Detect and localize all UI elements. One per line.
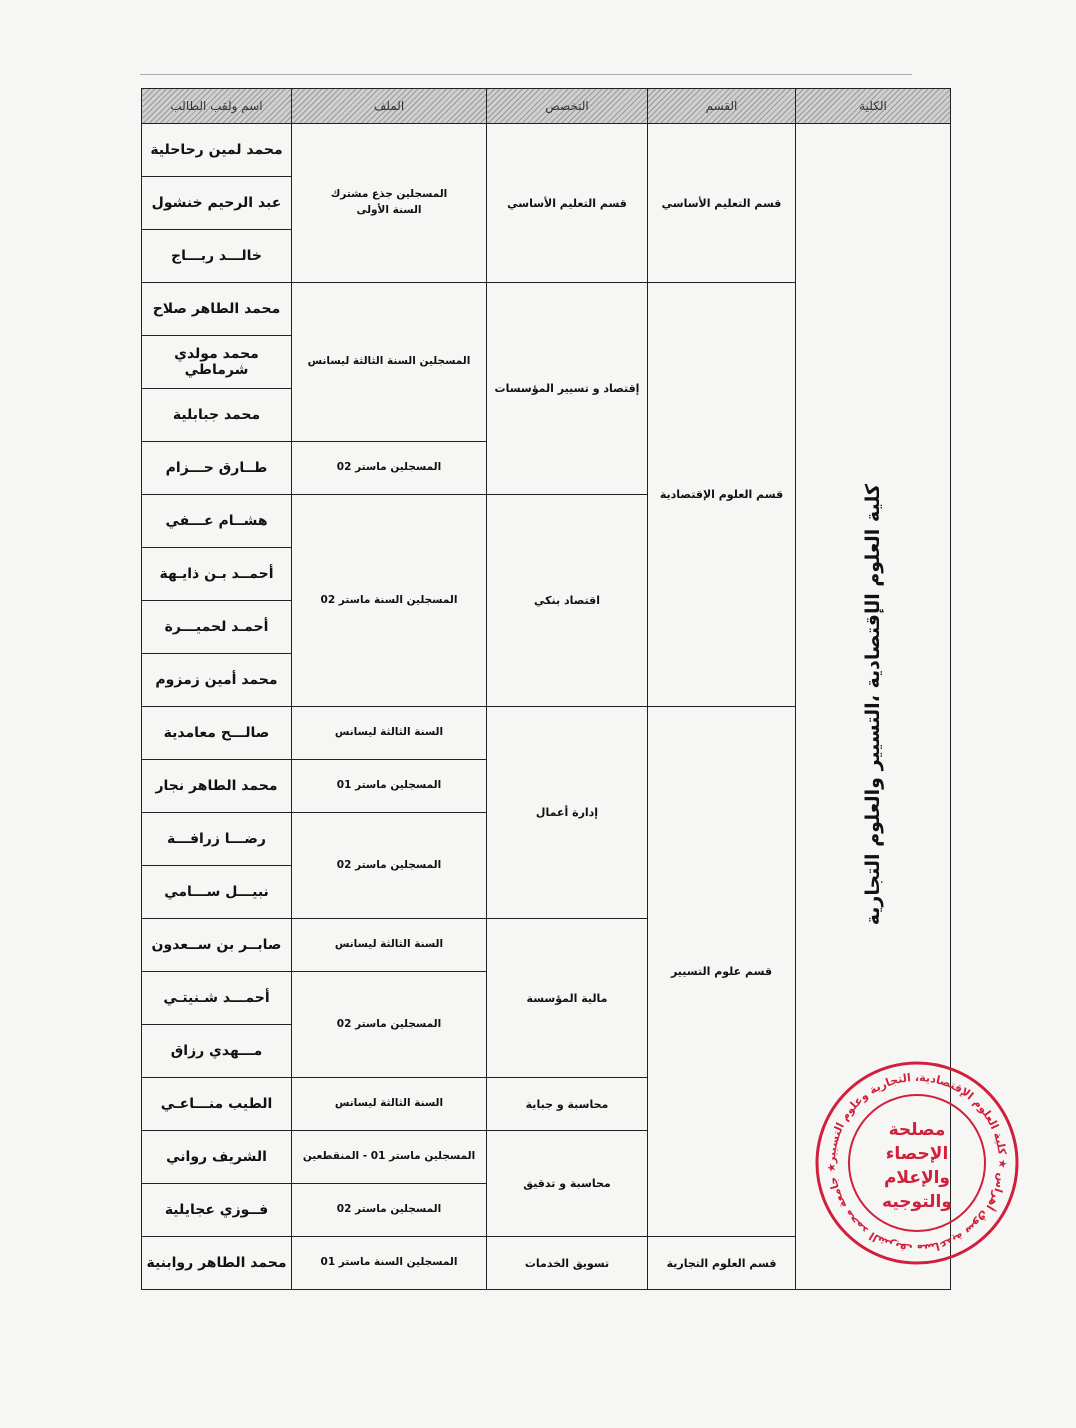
student-name: هشــام عـــفي xyxy=(142,495,292,548)
student-name: الطيب منـــاعـي xyxy=(142,1078,292,1131)
file-master01-year: المسجلين السنة ماستر 01 xyxy=(292,1237,487,1290)
student-name: رضـــا زرافـــة xyxy=(142,813,292,866)
student-name: عبد الرحيم خنشول xyxy=(142,177,292,230)
file-licence: السنة الثالثة ليسانس xyxy=(292,707,487,760)
file-master02: المسجلين ماستر 02 xyxy=(292,813,487,919)
student-name: طــارق حـــزام xyxy=(142,442,292,495)
student-name: خالـــد ربـــاج xyxy=(142,230,292,283)
table-row xyxy=(142,124,951,177)
specialty-business-econ: إقتصاد و تسيير المؤسسات xyxy=(487,283,648,495)
stamp-line-4: والتوجيه xyxy=(882,1192,952,1212)
header-department: القسم xyxy=(648,89,796,124)
stamp-line-2: الإحصاء xyxy=(885,1144,949,1164)
official-stamp xyxy=(812,1058,1022,1268)
student-name: نبيـــل ســـامي xyxy=(142,866,292,919)
department-management: قسم علوم التسيير xyxy=(648,707,796,1237)
specialty-accounting-audit: محاسبة و تدقيق xyxy=(487,1131,648,1237)
specialty-basic: قسم التعليم الأساسي xyxy=(487,124,648,283)
specialty-admin: إدارة أعمال xyxy=(487,707,648,919)
student-name: محمد جبابلية xyxy=(142,389,292,442)
file-common-core xyxy=(292,124,487,283)
file-licence-registered: المسجلين السنة الثالثة ليسانس xyxy=(292,283,487,442)
student-name: أحمــد بـن ذايـهة xyxy=(142,548,292,601)
faculty-name: كلية العلوم الإقتصادية ،التسيير والعلوم التجارية xyxy=(862,483,884,926)
student-name: محمد الطاهر روابنية xyxy=(142,1237,292,1290)
student-name: محمد الطاهر صلاح xyxy=(142,283,292,336)
table-header-row xyxy=(142,89,951,124)
stamp-ring-textpath: جامعة محمد الشريف مساعدية سوق أهراس ★ كلية العلوم الإقتصادية، التجارية وعلوم التسيير ★ xyxy=(824,1070,1010,1256)
header-file: الملف xyxy=(292,89,487,124)
student-name: محمد لمين رحاحلية xyxy=(142,124,292,177)
student-name: أحمـد لحميـــرة xyxy=(142,601,292,654)
stamp-line-3: والإعلام xyxy=(883,1168,951,1188)
file-master01: المسجلين ماستر 01 xyxy=(292,760,487,813)
specialty-accounting-tax: محاسبة و جباية xyxy=(487,1078,648,1131)
student-name: أحمـــد شـنيتـي xyxy=(142,972,292,1025)
file-licence: السنة الثالثة ليسانس xyxy=(292,1078,487,1131)
specialty-banking: اقتصاد بنكي xyxy=(487,495,648,707)
specialty-services-marketing: تسويق الخدمات xyxy=(487,1237,648,1290)
file-common-core-line2: السنة الأولى xyxy=(356,204,422,216)
department-economics: قسم العلوم الإقتصادية xyxy=(648,283,796,707)
header-rule xyxy=(140,74,912,75)
file-licence: السنة الثالثة ليسانس xyxy=(292,919,487,972)
header-student: اسم ولقب الطالب xyxy=(142,89,292,124)
student-name: محمد الطاهر نجار xyxy=(142,760,292,813)
student-name: صابــر بن ســعدون xyxy=(142,919,292,972)
file-master01-dropouts: المسجلين ماستر 01 - المنقطعين xyxy=(292,1131,487,1184)
student-name: محمد مولدي شرماطي xyxy=(142,336,292,389)
student-name: محمد أمين زمزوم xyxy=(142,654,292,707)
file-common-core-line1: المسجلين جذع مشترك xyxy=(330,188,448,201)
department-commerce: قسم العلوم التجارية xyxy=(648,1237,796,1290)
file-master02: المسجلين ماستر 02 xyxy=(292,1184,487,1237)
department-basic: قسم التعليم الأساسي xyxy=(648,124,796,283)
file-master02: المسجلين ماستر 02 xyxy=(292,972,487,1078)
header-specialty: التخصص xyxy=(487,89,648,124)
student-name: الشريف رواني xyxy=(142,1131,292,1184)
file-master02: المسجلين ماستر 02 xyxy=(292,442,487,495)
student-name: صالـــح معامدية xyxy=(142,707,292,760)
student-name: فــوزي عجايلية xyxy=(142,1184,292,1237)
specialty-finance: مالية المؤسسة xyxy=(487,919,648,1078)
header-faculty: الكلية xyxy=(796,89,951,124)
student-name: مـــهدي رزاق xyxy=(142,1025,292,1078)
file-master02-year: المسجلين السنة ماستر 02 xyxy=(292,495,487,707)
stamp-line-1: مصلحة xyxy=(888,1120,946,1140)
